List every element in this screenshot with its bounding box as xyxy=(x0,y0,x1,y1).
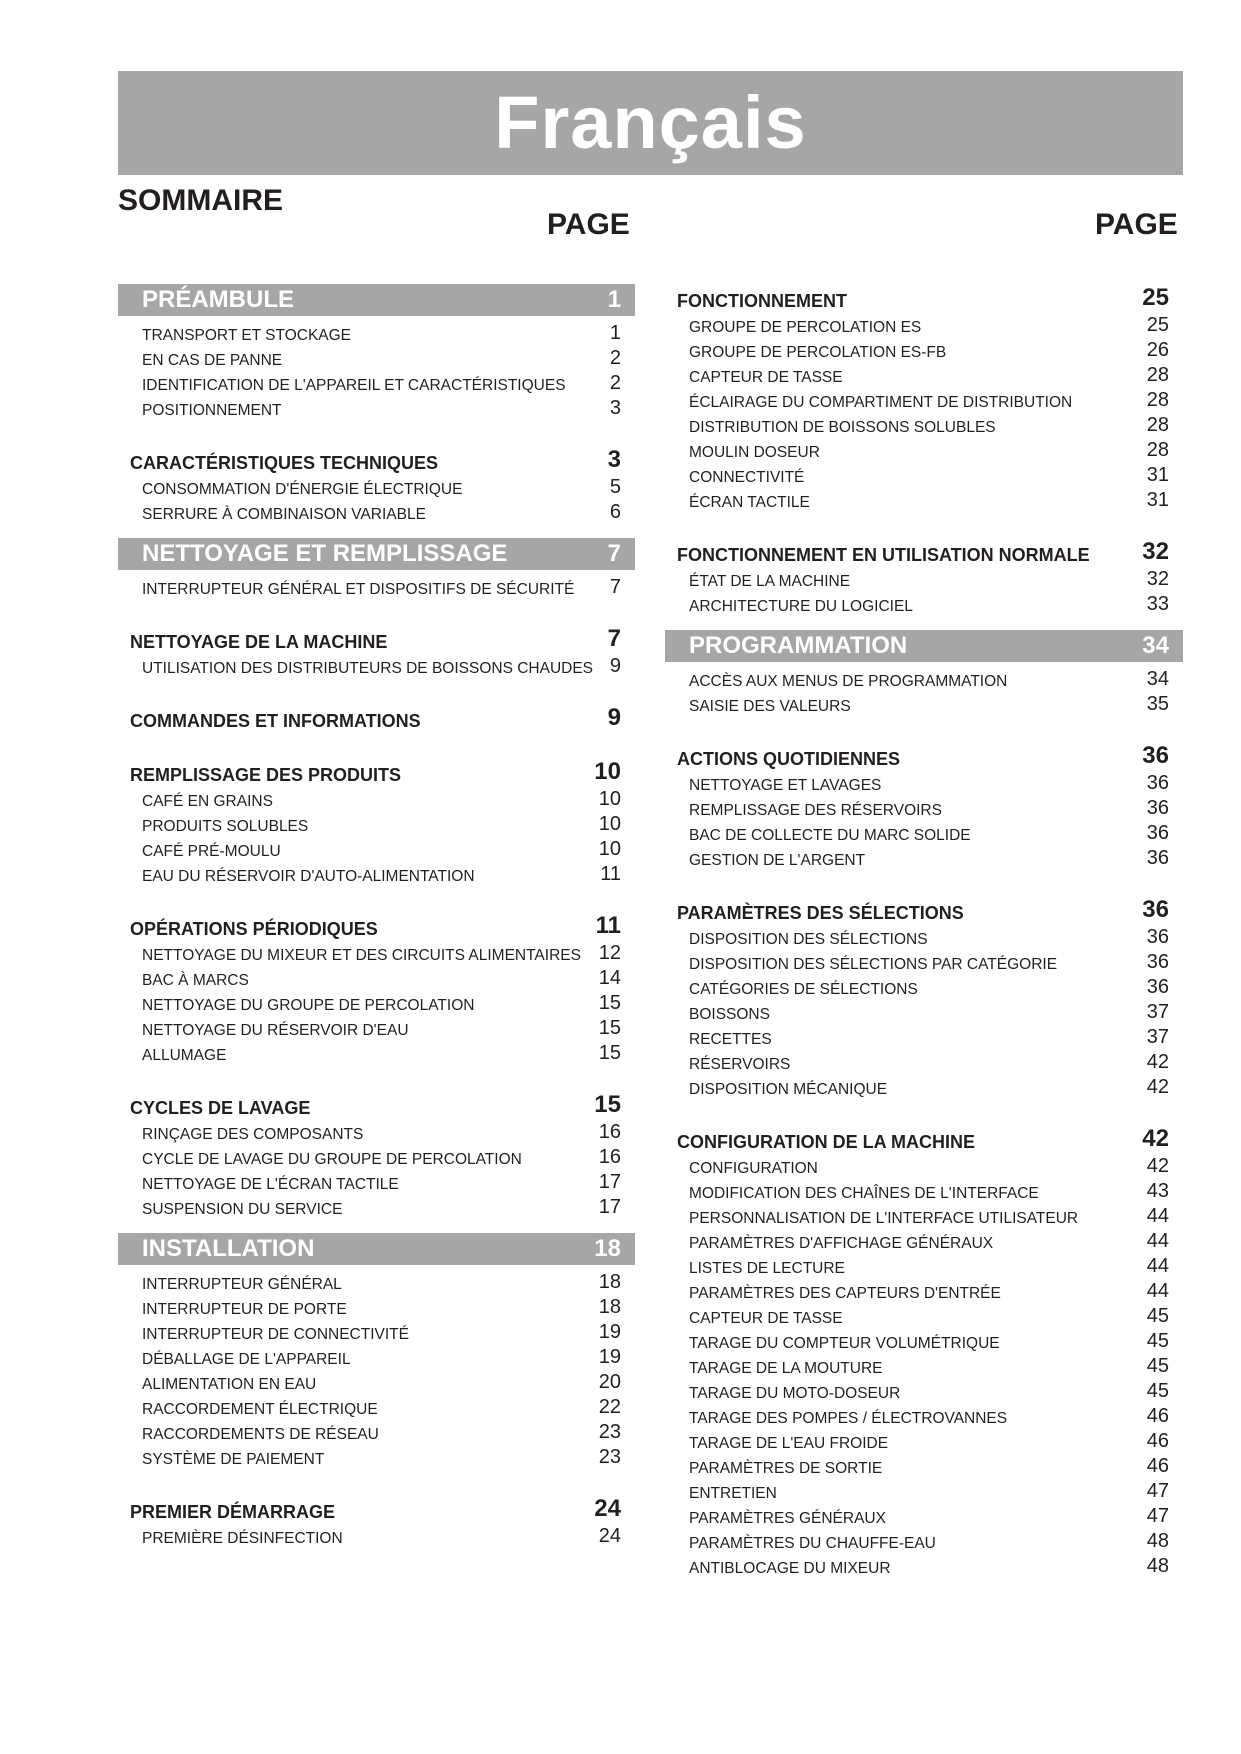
toc-item[interactable] xyxy=(118,1369,635,1394)
toc-item-label: CONFIGURATION xyxy=(689,1160,818,1177)
section-heading[interactable] xyxy=(118,758,635,786)
toc-item-page: 12 xyxy=(598,942,621,964)
toc-item-list xyxy=(118,1119,635,1219)
section-title: FONCTIONNEMENT EN UTILISATION NORMALE xyxy=(677,545,1090,565)
toc-item-label: EN CAS DE PANNE xyxy=(142,352,283,369)
toc-item[interactable] xyxy=(665,1203,1183,1228)
toc-item-label: INTERRUPTEUR GÉNÉRAL xyxy=(142,1276,342,1293)
toc-item-page: 45 xyxy=(1146,1305,1169,1327)
toc-item-label: PERSONNALISATION DE L'INTERFACE UTILISATEUR xyxy=(689,1210,1079,1227)
toc-item-page: 15 xyxy=(598,1017,621,1039)
toc-item-page: 36 xyxy=(1146,847,1169,869)
toc-item-page: 47 xyxy=(1146,1505,1169,1527)
toc-item-page: 45 xyxy=(1146,1355,1169,1377)
toc-section xyxy=(118,538,635,625)
toc-item-page: 42 xyxy=(1146,1155,1169,1177)
toc-item-list xyxy=(118,1523,635,1548)
section-title: NETTOYAGE DE LA MACHINE xyxy=(130,632,388,652)
toc-item[interactable] xyxy=(665,820,1183,845)
toc-item-page: 10 xyxy=(598,838,621,860)
toc-item-label: TARAGE DU COMPTEUR VOLUMÉTRIQUE xyxy=(689,1335,1000,1352)
toc-item-page: 31 xyxy=(1146,464,1169,486)
toc-item-page: 6 xyxy=(609,501,621,523)
toc-section xyxy=(665,896,1183,1099)
toc-item-list xyxy=(665,770,1183,870)
toc-item-page: 32 xyxy=(1146,568,1169,590)
toc-item-page: 15 xyxy=(598,992,621,1014)
page-column-label-left: PAGE xyxy=(547,208,630,241)
toc-item[interactable] xyxy=(118,1169,635,1194)
toc-item-page: 42 xyxy=(1146,1076,1169,1098)
toc-item-page: 9 xyxy=(609,655,621,677)
toc-item-page: 36 xyxy=(1146,772,1169,794)
toc-item-list xyxy=(665,666,1183,742)
toc-item[interactable] xyxy=(665,1478,1183,1503)
section-page: 10 xyxy=(594,758,621,785)
toc-item[interactable] xyxy=(118,1523,635,1548)
toc-item-label: MODIFICATION DES CHAÎNES DE L'INTERFACE xyxy=(689,1185,1039,1202)
toc-item-label: PARAMÈTRES DES CAPTEURS D'ENTRÉE xyxy=(689,1285,1001,1302)
toc-item-label: ALIMENTATION EN EAU xyxy=(142,1376,317,1393)
toc-item-label: EAU DU RÉSERVOIR D'AUTO-ALIMENTATION xyxy=(142,868,475,885)
section-page: 36 xyxy=(1142,742,1169,769)
toc-item-label: PREMIÈRE DÉSINFECTION xyxy=(142,1530,343,1547)
toc-item-label: GROUPE DE PERCOLATION ES-FB xyxy=(689,344,947,361)
toc-item[interactable] xyxy=(118,1144,635,1169)
toc-item-label: NETTOYAGE DU RÉSERVOIR D'EAU xyxy=(142,1022,409,1039)
toc-item-page: 18 xyxy=(598,1271,621,1293)
toc-item-page: 24 xyxy=(598,1525,621,1547)
section-heading[interactable] xyxy=(118,1495,635,1523)
toc-item-label: RACCORDEMENT ÉLECTRIQUE xyxy=(142,1401,378,1418)
toc-section xyxy=(118,912,635,1065)
section-heading[interactable] xyxy=(118,704,635,732)
section-heading[interactable] xyxy=(665,742,1183,770)
toc-item-page: 36 xyxy=(1146,926,1169,948)
toc-item-page: 1 xyxy=(609,322,621,344)
toc-item-list xyxy=(118,574,635,625)
toc-item-page: 11 xyxy=(600,863,621,885)
toc-item-page: 36 xyxy=(1146,797,1169,819)
toc-item-page: 16 xyxy=(598,1121,621,1143)
toc-item[interactable] xyxy=(665,1528,1183,1553)
toc-item-page: 2 xyxy=(609,347,621,369)
toc-item-page: 37 xyxy=(1146,1026,1169,1048)
toc-item-label: NETTOYAGE DU GROUPE DE PERCOLATION xyxy=(142,997,475,1014)
toc-item-label: RINÇAGE DES COMPOSANTS xyxy=(142,1126,364,1143)
toc-item-page: 19 xyxy=(598,1346,621,1368)
chapter-title: PROGRAMMATION xyxy=(689,632,908,659)
toc-item-label: GESTION DE L'ARGENT xyxy=(689,852,866,869)
toc-item-list xyxy=(118,474,635,524)
toc-item[interactable] xyxy=(118,786,635,811)
toc-item-page: 46 xyxy=(1146,1455,1169,1477)
page-title: Français xyxy=(494,81,807,164)
toc-item[interactable] xyxy=(665,591,1183,616)
section-title: PARAMÈTRES DES SÉLECTIONS xyxy=(677,903,964,923)
toc-item-page: 46 xyxy=(1146,1430,1169,1452)
toc-item-label: TARAGE DE L'EAU FROIDE xyxy=(689,1435,889,1452)
toc-item[interactable] xyxy=(118,1040,635,1065)
toc-item-list xyxy=(118,653,635,678)
chapter-page: 1 xyxy=(607,286,621,313)
toc-section xyxy=(665,284,1183,512)
chapter-page: 18 xyxy=(594,1235,621,1262)
toc-item-page: 35 xyxy=(1146,693,1169,715)
toc-item-label: INTERRUPTEUR DE PORTE xyxy=(142,1301,347,1318)
section-heading[interactable] xyxy=(118,1091,635,1119)
toc-item[interactable] xyxy=(118,811,635,836)
toc-item-label: CATÉGORIES DE SÉLECTIONS xyxy=(689,981,918,998)
toc-item[interactable] xyxy=(665,387,1183,412)
toc-item[interactable] xyxy=(665,312,1183,337)
toc-item[interactable] xyxy=(118,320,635,345)
toc-item-page: 47 xyxy=(1146,1480,1169,1502)
section-page: 24 xyxy=(594,1495,621,1522)
toc-item-label: CAPTEUR DE TASSE xyxy=(689,369,843,386)
toc-section xyxy=(118,1233,635,1495)
toc-item[interactable] xyxy=(665,770,1183,795)
toc-item-page: 14 xyxy=(598,967,621,989)
toc-item-page: 10 xyxy=(598,788,621,810)
toc-item[interactable] xyxy=(118,653,635,678)
toc-item-label: POSITIONNEMENT xyxy=(142,402,282,419)
toc-item-label: BAC DE COLLECTE DU MARC SOLIDE xyxy=(689,827,971,844)
toc-item-label: BOISSONS xyxy=(689,1006,770,1023)
toc-item[interactable] xyxy=(665,462,1183,487)
toc-item-label: PARAMÈTRES DE SORTIE xyxy=(689,1460,883,1477)
toc-item-page: 44 xyxy=(1146,1255,1169,1277)
toc-column-left xyxy=(118,284,635,1574)
section-heading[interactable] xyxy=(118,446,635,474)
toc-item-label: PARAMÈTRES D'AFFICHAGE GÉNÉRAUX xyxy=(689,1235,994,1252)
toc-item-page: 18 xyxy=(598,1296,621,1318)
toc-item[interactable] xyxy=(118,395,635,420)
toc-item[interactable] xyxy=(665,795,1183,820)
chapter-title: PRÉAMBULE xyxy=(142,286,295,313)
toc-item[interactable] xyxy=(665,1178,1183,1203)
toc-item-page: 46 xyxy=(1146,1405,1169,1427)
toc-item[interactable] xyxy=(665,999,1183,1024)
toc-item[interactable] xyxy=(118,1119,635,1144)
toc-item-label: RÉSERVOIRS xyxy=(689,1056,791,1073)
toc-item[interactable] xyxy=(665,1278,1183,1303)
toc-item-page: 34 xyxy=(1146,668,1169,690)
toc-item-label: NETTOYAGE DE L'ÉCRAN TACTILE xyxy=(142,1176,399,1193)
toc-item[interactable] xyxy=(118,1294,635,1319)
toc-item-label: ACCÈS AUX MENUS DE PROGRAMMATION xyxy=(689,673,1008,690)
toc-item-page: 25 xyxy=(1146,314,1169,336)
section-heading[interactable] xyxy=(118,912,635,940)
toc-item[interactable] xyxy=(665,691,1183,716)
toc-item-page: 36 xyxy=(1146,951,1169,973)
toc-item-label: RACCORDEMENTS DE RÉSEAU xyxy=(142,1426,379,1443)
toc-item-page: 28 xyxy=(1146,389,1169,411)
toc-column-right xyxy=(665,284,1183,1604)
toc-item-label: SERRURE À COMBINAISON VARIABLE xyxy=(142,506,426,523)
toc-item[interactable] xyxy=(118,940,635,965)
toc-item-label: DÉBALLAGE DE L'APPAREIL xyxy=(142,1351,351,1368)
toc-item-label: TARAGE DE LA MOUTURE xyxy=(689,1360,883,1377)
toc-item-page: 36 xyxy=(1146,822,1169,844)
toc-item-label: CONNECTIVITÉ xyxy=(689,469,805,486)
section-heading[interactable] xyxy=(665,1125,1183,1153)
toc-item[interactable] xyxy=(665,412,1183,437)
toc-item[interactable] xyxy=(665,566,1183,591)
toc-section xyxy=(118,284,635,446)
toc-item[interactable] xyxy=(118,861,635,886)
toc-item[interactable] xyxy=(665,1428,1183,1453)
section-page: 32 xyxy=(1142,538,1169,565)
toc-item-label: ÉCRAN TACTILE xyxy=(689,494,810,511)
toc-item-label: CAPTEUR DE TASSE xyxy=(689,1310,843,1327)
toc-item[interactable] xyxy=(118,574,635,599)
toc-item[interactable] xyxy=(665,487,1183,512)
section-heading[interactable] xyxy=(665,538,1183,566)
toc-section xyxy=(118,1495,635,1548)
toc-item-label: DISTRIBUTION DE BOISSONS SOLUBLES xyxy=(689,419,996,436)
toc-item-page: 28 xyxy=(1146,364,1169,386)
toc-item-label: GROUPE DE PERCOLATION ES xyxy=(689,319,922,336)
toc-item-list xyxy=(665,924,1183,1099)
chapter-band[interactable] xyxy=(118,538,635,570)
toc-item-label: TARAGE DES POMPES / ÉLECTROVANNES xyxy=(689,1410,1008,1427)
section-page: 9 xyxy=(607,704,621,731)
toc-item-label: DISPOSITION DES SÉLECTIONS PAR CATÉGORIE xyxy=(689,956,1058,973)
toc-item[interactable] xyxy=(665,845,1183,870)
toc-item-page: 17 xyxy=(598,1171,621,1193)
toc-section xyxy=(118,704,635,732)
section-heading[interactable] xyxy=(118,625,635,653)
toc-item-page: 16 xyxy=(598,1146,621,1168)
toc-item-list xyxy=(665,566,1183,616)
toc-item[interactable] xyxy=(118,345,635,370)
toc-item[interactable] xyxy=(665,1049,1183,1074)
toc-item[interactable] xyxy=(118,370,635,395)
toc-item-label: DISPOSITION DES SÉLECTIONS xyxy=(689,931,928,948)
toc-item[interactable] xyxy=(665,337,1183,362)
chapter-band[interactable] xyxy=(118,1233,635,1265)
toc-item[interactable] xyxy=(118,990,635,1015)
toc-item[interactable] xyxy=(665,1253,1183,1278)
toc-item-label: NETTOYAGE ET LAVAGES xyxy=(689,777,882,794)
toc-item-page: 17 xyxy=(598,1196,621,1218)
toc-item[interactable] xyxy=(118,1319,635,1344)
toc-item-label: SYSTÈME DE PAIEMENT xyxy=(142,1451,325,1468)
toc-item[interactable] xyxy=(118,836,635,861)
toc-item[interactable] xyxy=(665,1553,1183,1578)
toc-item-page: 44 xyxy=(1146,1280,1169,1302)
section-title: FONCTIONNEMENT xyxy=(677,291,847,311)
chapter-title: NETTOYAGE ET REMPLISSAGE xyxy=(142,540,508,567)
toc-item-label: ENTRETIEN xyxy=(689,1485,777,1502)
toc-item[interactable] xyxy=(118,1015,635,1040)
toc-item-list xyxy=(665,312,1183,512)
toc-item-label: ÉCLAIRAGE DU COMPARTIMENT DE DISTRIBUTION xyxy=(689,394,1073,411)
toc-item-page: 44 xyxy=(1146,1205,1169,1227)
toc-item[interactable] xyxy=(665,924,1183,949)
toc-section xyxy=(118,1091,635,1219)
toc-item-page: 42 xyxy=(1146,1051,1169,1073)
toc-item-page: 23 xyxy=(598,1446,621,1468)
toc-item[interactable] xyxy=(118,1194,635,1219)
toc-item[interactable] xyxy=(665,362,1183,387)
toc-item-page: 22 xyxy=(598,1396,621,1418)
toc-item-list xyxy=(665,1153,1183,1578)
toc-item-page: 28 xyxy=(1146,439,1169,461)
toc-item-label: CAFÉ PRÉ-MOULU xyxy=(142,843,281,860)
toc-item-label: ALLUMAGE xyxy=(142,1047,227,1064)
toc-item-page: 28 xyxy=(1146,414,1169,436)
toc-item-label: BAC À MARCS xyxy=(142,972,249,989)
toc-item-page: 37 xyxy=(1146,1001,1169,1023)
toc-item[interactable] xyxy=(665,949,1183,974)
toc-item-page: 23 xyxy=(598,1421,621,1443)
toc-section xyxy=(665,742,1183,870)
section-heading[interactable] xyxy=(665,896,1183,924)
toc-item-label: LISTES DE LECTURE xyxy=(689,1260,845,1277)
toc-item-page: 45 xyxy=(1146,1330,1169,1352)
section-title: PREMIER DÉMARRAGE xyxy=(130,1502,336,1522)
section-title: CARACTÉRISTIQUES TECHNIQUES xyxy=(130,453,439,473)
title-banner xyxy=(118,71,1183,175)
toc-item-label: TRANSPORT ET STOCKAGE xyxy=(142,327,352,344)
toc-item[interactable] xyxy=(665,666,1183,691)
toc-item-page: 7 xyxy=(609,576,621,598)
toc-item-page: 44 xyxy=(1146,1230,1169,1252)
chapter-band[interactable] xyxy=(118,284,635,316)
toc-item-page: 31 xyxy=(1146,489,1169,511)
toc-section xyxy=(665,630,1183,742)
toc-item[interactable] xyxy=(118,1394,635,1419)
toc-section xyxy=(118,758,635,886)
toc-item-page: 2 xyxy=(609,372,621,394)
toc-item[interactable] xyxy=(665,437,1183,462)
section-title: REMPLISSAGE DES PRODUITS xyxy=(130,765,402,785)
section-page: 3 xyxy=(607,446,621,473)
section-page: 7 xyxy=(607,625,621,652)
section-page: 25 xyxy=(1142,284,1169,311)
toc-item-label: ÉTAT DE LA MACHINE xyxy=(689,573,851,590)
section-title: CONFIGURATION DE LA MACHINE xyxy=(677,1132,975,1152)
toc-item-page: 3 xyxy=(609,397,621,419)
section-title: CYCLES DE LAVAGE xyxy=(130,1098,311,1118)
toc-item-page: 10 xyxy=(598,813,621,835)
toc-item-label: INTERRUPTEUR GÉNÉRAL ET DISPOSITIFS DE SÉCURITÉ xyxy=(142,581,575,598)
toc-item-label: NETTOYAGE DU MIXEUR ET DES CIRCUITS ALIMENTAIRES xyxy=(142,947,581,964)
toc-item-label: CAFÉ EN GRAINS xyxy=(142,793,273,810)
toc-item[interactable] xyxy=(118,1444,635,1469)
toc-item-page: 48 xyxy=(1146,1555,1169,1577)
toc-item[interactable] xyxy=(665,974,1183,999)
toc-item-label: REMPLISSAGE DES RÉSERVOIRS xyxy=(689,802,942,819)
section-page: 42 xyxy=(1142,1125,1169,1152)
toc-item[interactable] xyxy=(665,1303,1183,1328)
toc-item-list xyxy=(118,940,635,1065)
toc-item-page: 43 xyxy=(1146,1180,1169,1202)
toc-item[interactable] xyxy=(665,1228,1183,1253)
toc-item-label: PARAMÈTRES GÉNÉRAUX xyxy=(689,1510,886,1527)
section-page: 15 xyxy=(594,1091,621,1118)
toc-item-list xyxy=(118,1269,635,1495)
toc-item-page: 26 xyxy=(1146,339,1169,361)
section-page: 36 xyxy=(1142,896,1169,923)
toc-section xyxy=(118,446,635,524)
sommaire-heading: SOMMAIRE xyxy=(118,184,283,217)
toc-item-label: MOULIN DOSEUR xyxy=(689,444,820,461)
toc-item[interactable] xyxy=(665,1353,1183,1378)
toc-item[interactable] xyxy=(665,1024,1183,1049)
toc-item-label: CYCLE DE LAVAGE DU GROUPE DE PERCOLATION xyxy=(142,1151,522,1168)
toc-item-page: 45 xyxy=(1146,1380,1169,1402)
toc-item-page: 36 xyxy=(1146,976,1169,998)
toc-item-label: PARAMÈTRES DU CHAUFFE-EAU xyxy=(689,1535,936,1552)
toc-item[interactable] xyxy=(665,1403,1183,1428)
toc-item-page: 19 xyxy=(598,1321,621,1343)
toc-item-page: 33 xyxy=(1146,593,1169,615)
section-title: OPÉRATIONS PÉRIODIQUES xyxy=(130,919,378,939)
toc-item-label: DISPOSITION MÉCANIQUE xyxy=(689,1081,888,1098)
toc-item[interactable] xyxy=(118,1344,635,1369)
chapter-page: 34 xyxy=(1142,632,1169,659)
toc-item-list xyxy=(118,320,635,446)
toc-item[interactable] xyxy=(118,965,635,990)
toc-item-list xyxy=(118,786,635,886)
toc-item-page: 15 xyxy=(598,1042,621,1064)
toc-section xyxy=(665,538,1183,616)
toc-section xyxy=(118,625,635,678)
toc-item-label: ANTIBLOCAGE DU MIXEUR xyxy=(689,1560,891,1577)
section-title: COMMANDES ET INFORMATIONS xyxy=(130,711,421,731)
section-heading[interactable] xyxy=(665,284,1183,312)
toc-item-page: 48 xyxy=(1146,1530,1169,1552)
toc-item-label: IDENTIFICATION DE L'APPAREIL ET CARACTÉRISTIQUES xyxy=(142,377,566,394)
toc-item[interactable] xyxy=(118,1419,635,1444)
toc-item[interactable] xyxy=(118,499,635,524)
section-title: ACTIONS QUOTIDIENNES xyxy=(677,749,901,769)
toc-item[interactable] xyxy=(665,1453,1183,1478)
chapter-page: 7 xyxy=(607,540,621,567)
toc-item-label: SUSPENSION DU SERVICE xyxy=(142,1201,343,1218)
toc-item-label: TARAGE DU MOTO-DOSEUR xyxy=(689,1385,901,1402)
toc-item[interactable] xyxy=(665,1328,1183,1353)
toc-item[interactable] xyxy=(665,1503,1183,1528)
toc-item-label: UTILISATION DES DISTRIBUTEURS DE BOISSONS CHAUDES xyxy=(142,660,594,677)
chapter-band[interactable] xyxy=(665,630,1183,662)
page-column-label-right: PAGE xyxy=(1095,208,1178,241)
toc-section xyxy=(665,1125,1183,1578)
toc-item[interactable] xyxy=(665,1153,1183,1178)
chapter-title: INSTALLATION xyxy=(142,1235,315,1262)
section-page: 11 xyxy=(595,912,621,939)
toc-item-page: 5 xyxy=(609,476,621,498)
toc-item[interactable] xyxy=(118,1269,635,1294)
toc-item[interactable] xyxy=(118,474,635,499)
toc-item-label: INTERRUPTEUR DE CONNECTIVITÉ xyxy=(142,1326,409,1343)
toc-item[interactable] xyxy=(665,1074,1183,1099)
toc-item-label: RECETTES xyxy=(689,1031,772,1048)
toc-item-page: 20 xyxy=(598,1371,621,1393)
toc-item[interactable] xyxy=(665,1378,1183,1403)
toc-item-label: SAISIE DES VALEURS xyxy=(689,698,851,715)
toc-item-label: CONSOMMATION D'ÉNERGIE ÉLECTRIQUE xyxy=(142,481,463,498)
toc-item-label: ARCHITECTURE DU LOGICIEL xyxy=(689,598,913,615)
toc-item-label: PRODUITS SOLUBLES xyxy=(142,818,309,835)
